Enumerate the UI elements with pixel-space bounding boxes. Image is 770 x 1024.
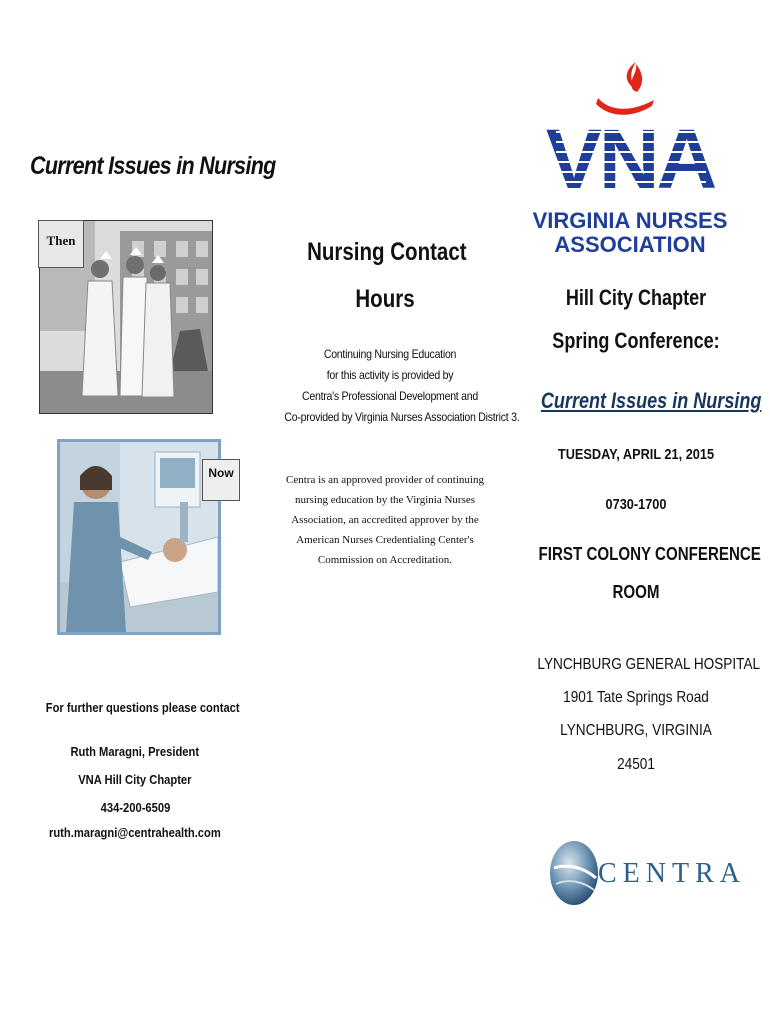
conference-time: 0730-1700: [605, 496, 667, 513]
left-panel-title: Current Issues in Nursing: [30, 152, 276, 180]
cne-line: Continuing Nursing Education: [323, 347, 457, 361]
centra-globe-icon: [546, 838, 606, 908]
room-line2: ROOM: [612, 582, 660, 602]
street-address: 1901 Tate Springs Road: [563, 689, 709, 706]
accreditation-line: Centra is an approved provider of continuing: [286, 474, 484, 486]
accreditation-line: Commission on Accreditation.: [317, 554, 453, 566]
cne-line: Centra's Professional Development and: [302, 389, 478, 403]
centra-wordmark: CENTRA: [598, 858, 746, 889]
contact-phone-text: 434-200-6509: [100, 800, 170, 815]
contact-org-text: VNA Hill City Chapter: [78, 772, 192, 787]
contact-hours-title-line2: Hours: [355, 285, 415, 313]
cne-line: for this activity is provided by: [326, 368, 454, 382]
vna-org-line2: ASSOCIATION: [554, 232, 706, 257]
contact-email: [30, 825, 240, 840]
vna-org-line1: VIRGINIA NURSES: [532, 208, 728, 233]
contact-phone: [30, 800, 240, 815]
conference-label: Spring Conference:: [552, 328, 720, 353]
contact-name-text: Ruth Maragni, President: [70, 744, 200, 759]
contact-name: [30, 744, 240, 759]
now-label: Now: [202, 459, 240, 501]
then-label: Then: [38, 220, 84, 268]
contact-heading: [30, 700, 240, 715]
conference-date: TUESDAY, APRIL 21, 2015: [557, 446, 715, 463]
accreditation-line: nursing education by the Virginia Nurses: [294, 494, 476, 506]
vna-logo-letters: VNA: [545, 112, 715, 206]
contact-hours-title-line1: Nursing Contact: [307, 238, 467, 266]
hospital-name: LYNCHBURG GENERAL HOSPITAL: [537, 656, 761, 673]
contact-heading-text: For further questions please contact: [45, 700, 240, 715]
accreditation-line: American Nurses Credentialing Center's: [296, 534, 474, 546]
room-line1: FIRST COLONY CONFERENCE: [538, 544, 761, 564]
zip-code: 24501: [617, 756, 655, 773]
contact-org: [30, 772, 240, 787]
cne-line: Co-provided by Virginia Nurses Association District 3.: [284, 410, 520, 424]
contact-email-text: ruth.maragni@centrahealth.com: [49, 825, 221, 840]
city-state: LYNCHBURG, VIRGINIA: [560, 722, 712, 739]
vna-logo: [520, 60, 740, 260]
conference-title-text: Current Issues in Nursing: [540, 388, 762, 413]
modern-nurse-photo: [57, 439, 221, 635]
accreditation-line: Association, an accredited approver by the: [291, 514, 479, 526]
conference-title: [540, 388, 762, 414]
chapter-name: Hill City Chapter: [565, 285, 707, 310]
